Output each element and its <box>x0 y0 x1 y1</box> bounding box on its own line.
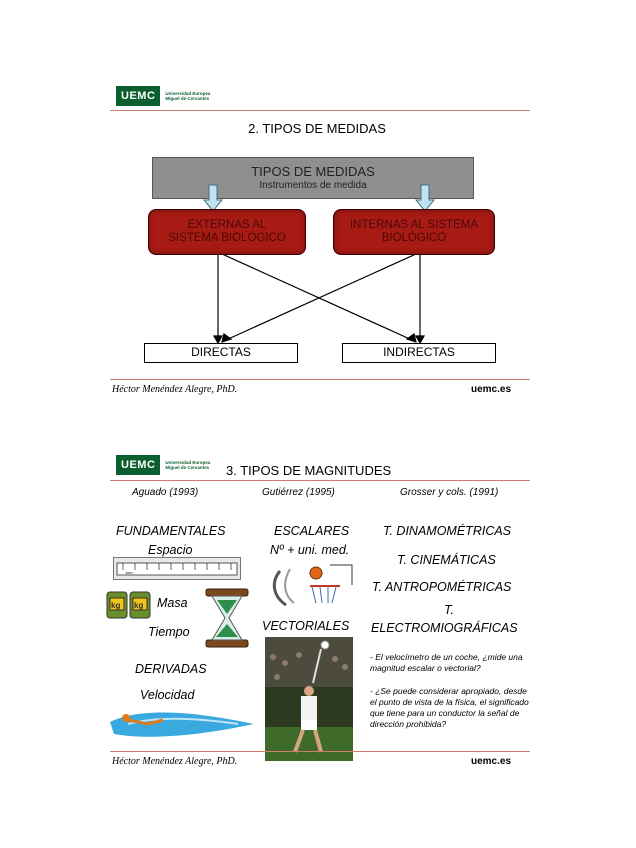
logo-text-2 <box>165 460 210 470</box>
vectoriales-label: VECTORIALES <box>262 619 350 633</box>
t-electro-prefix: T. <box>444 603 454 617</box>
header-rule-2 <box>110 480 530 481</box>
internas-line1: INTERNAS AL SISTEMA <box>349 219 479 231</box>
escalares-sub: Nº + uni. med. <box>270 543 350 557</box>
t-antropometricas: T. ANTROPOMÉTRICAS <box>372 580 512 594</box>
tipos-medidas-title: TIPOS DE MEDIDAS <box>251 164 375 179</box>
col1-head: Aguado (1993) <box>132 487 199 498</box>
footer-url-2: uemc.es <box>471 756 512 767</box>
question-1: - El velocímetro de un coche, ¿mide una magnitud escalar o vectorial? <box>370 652 523 673</box>
tipos-medidas-subtitle: Instrumentos de medida <box>259 180 367 191</box>
logo-line1: Universidad Europea <box>165 91 211 96</box>
tiempo-label: Tiempo <box>148 625 190 639</box>
footer-rule <box>110 379 530 380</box>
slide-title: 2. TIPOS DE MEDIDAS <box>248 121 386 136</box>
internas-box <box>333 209 495 255</box>
footer-author: Héctor Menéndez Alegre, PhD. <box>112 384 238 395</box>
weights-icon <box>105 586 153 622</box>
hourglass-icon <box>204 588 250 648</box>
uemc-logo-2 <box>116 455 210 475</box>
col3-head: Grosser y cols. (1991) <box>400 487 499 498</box>
externas-line2: SISTEMA BIOLÓGICO <box>168 232 286 244</box>
kg-label-1: kg <box>111 601 121 610</box>
velocidad-label: Velocidad <box>140 688 195 702</box>
basketball-icon <box>270 561 356 607</box>
directas-box: DIRECTAS <box>144 343 298 363</box>
escalares-label: ESCALARES <box>274 524 350 538</box>
externas-line1: EXTERNAS AL <box>187 219 267 231</box>
ruler-label: 1cm <box>125 570 133 575</box>
fundamentales-label: FUNDAMENTALES <box>116 524 226 538</box>
logo-mark-2: UEMC <box>116 455 160 475</box>
t-electromiograficas: ELECTROMIOGRÁFICAS <box>371 621 518 635</box>
t-dinamometricas: T. DINAMOMÉTRICAS <box>383 524 512 538</box>
logo-line1-2: Universidad Europea <box>165 460 211 465</box>
espacio-label: Espacio <box>148 543 193 557</box>
derivadas-label: DERIVADAS <box>135 662 207 676</box>
t-cinematicas: T. CINEMÁTICAS <box>397 553 496 567</box>
internas-line2: BIOLÓGICO <box>381 232 447 244</box>
down-arrow-left-icon <box>204 185 222 211</box>
footer-url: uemc.es <box>471 384 512 395</box>
slide-title-2: 3. TIPOS DE MAGNITUDES <box>226 463 392 478</box>
tennis-photo <box>265 637 353 761</box>
masa-label: Masa <box>157 596 188 610</box>
diagram-connectors <box>0 0 636 400</box>
logo-mark: UEMC <box>116 86 160 106</box>
footer-rule-2 <box>110 751 530 752</box>
externas-box <box>148 209 306 255</box>
kg-label-2: kg <box>134 601 144 610</box>
footer-author-2: Héctor Menéndez Alegre, PhD. <box>112 756 238 767</box>
down-arrow-right-icon <box>416 185 434 211</box>
swimmer-icon <box>108 706 256 742</box>
logo-line2-2: Miguel de Cervantes <box>165 465 210 470</box>
ruler-icon <box>113 557 241 581</box>
logo-line2: Miguel de Cervantes <box>165 96 210 101</box>
question-2: - ¿Se puede considerar apropiado, desde el punto de vista de la física, el significado que tiene para un conductor la señal de dirección prohibida? <box>370 686 529 729</box>
col2-head: Gutiérrez (1995) <box>262 487 335 498</box>
indirectas-box: INDIRECTAS <box>342 343 496 363</box>
